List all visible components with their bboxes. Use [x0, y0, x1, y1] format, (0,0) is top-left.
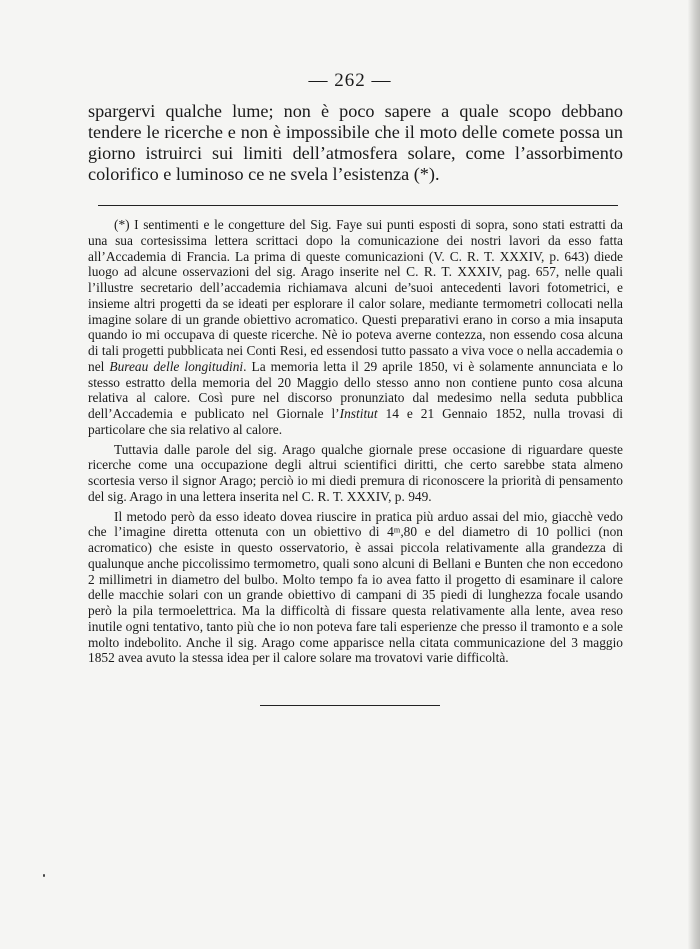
footnote-italic-text: Bureau delle longitudini [109, 358, 244, 374]
footnote-text: . La memoria letta il 29 aprile 1850, vi è solamente annunciata e lo stesso estratto della memoria del 20 Maggio dello stesso anno non contiene punto cosa alcuna relativa al calore. Così pure nel discorso pronunziato dal medesimo nella seduta pubblica dell’Accademia e publicato nel Giornale l’ [88, 358, 623, 421]
footnote-italic-text: Institut [339, 406, 378, 421]
footnote-paragraph-2: Tuttavia dalle parole del sig. Arago qualche giornale prese occasione di riguardare queste ricerche come una occupazione degli altrui scientifici diritti, che certo sarebbe stata almeno scortesia verso il signor Arago; perciò io mi diedi premura di riconoscere la priorità di pensamento del sig. Arago in una lettera inserita nel C. R. T. XXXIV, p. 949. [88, 441, 623, 504]
footnote-text: 14 e 21 Gennaio 1852, nulla trovasi di particolare che sia relativo al calore. [88, 406, 623, 437]
footnote-separator [98, 205, 618, 206]
paper-speck [43, 874, 45, 877]
footnote-paragraph-1 [88, 217, 623, 438]
body-paragraph: spargervi qualche lume; non è poco sapere a quale scopo debbano tendere le ricerche e non è impossibile che il moto delle comete possa un giorno istruirci sui limiti dell’atmosfera solare, come l’assorbimento colorifico e luminoso ce ne svela l’esistenza (*). [88, 101, 623, 184]
footnotes [88, 217, 623, 670]
page-number: — 262 — [308, 70, 392, 91]
page-binding-edge [688, 0, 700, 949]
footnote-paragraph-3: Il metodo però da esso ideato dovea riuscire in pratica più arduo assai del mio, giacchè vedo che l’imagine diretta ottenuta con un obiettivo di 4ᵐ,80 e del diametro di 10 pollici (non acromatico) che esiste in questo osservatorio, è assai piccola relativamente alla grandezza di qualunque anche piccolissimo termometro, quali sono alcuni di Bellani e Bunten che non eccedono 2 millimetri in diametro del bulbo. Molto tempo fa io avea fatto il progetto di esaminare il calore delle macchie solari con un grande obiettivo di campani di 35 piedi di lunghezza focale usando però la pila termoelettrica. Ma la difficoltà di fissare questa relativamente alla lente, avea reso inutile ogni tentativo, tanto più che io non poteva fare tali esperienze che presso il tramonto e a sole molto indebolito. Anche il sig. Arago come apparisce nella citata communicazione del 3 maggio 1852 avea avuto la stessa idea per il calore solare ma trovatovi varie difficoltà. [88, 508, 623, 666]
end-rule [260, 705, 440, 706]
footnote-text: (*) I sentimenti e le congetture del Sig. Faye sui punti esposti di sopra, sono stati estratti da una sua cortesissima lettera scrittaci dopo la comunicazione dei nostri lavori da esso fatta all’Accademia di Francia. La prima di queste comunicazioni (V. C. R. T. XXXIV, p. 643) diede luogo ad alcune osservazioni del sig. Arago inserite nel C. R. T. XXXIV, pag. 657, nelle quali l’illustre secretario dell’accademia richiamava alcuni de’suoi antecedenti lavori fotometrici, e insieme altri progetti da se ideati per esplorare il calor solare, mediante termometri collocati nella imagine solare di un grande obiettivo acromatico. Questi preparativi erano in corso a mia insaputa quando io mi occupava di queste ricerche. Nè io poteva averne contezza, non essendo cosa alcuna di tali progetti pubblicata nei Conti Resi, ed essendosi tutto passato a viva voce o nella accademia o nel [88, 217, 623, 374]
